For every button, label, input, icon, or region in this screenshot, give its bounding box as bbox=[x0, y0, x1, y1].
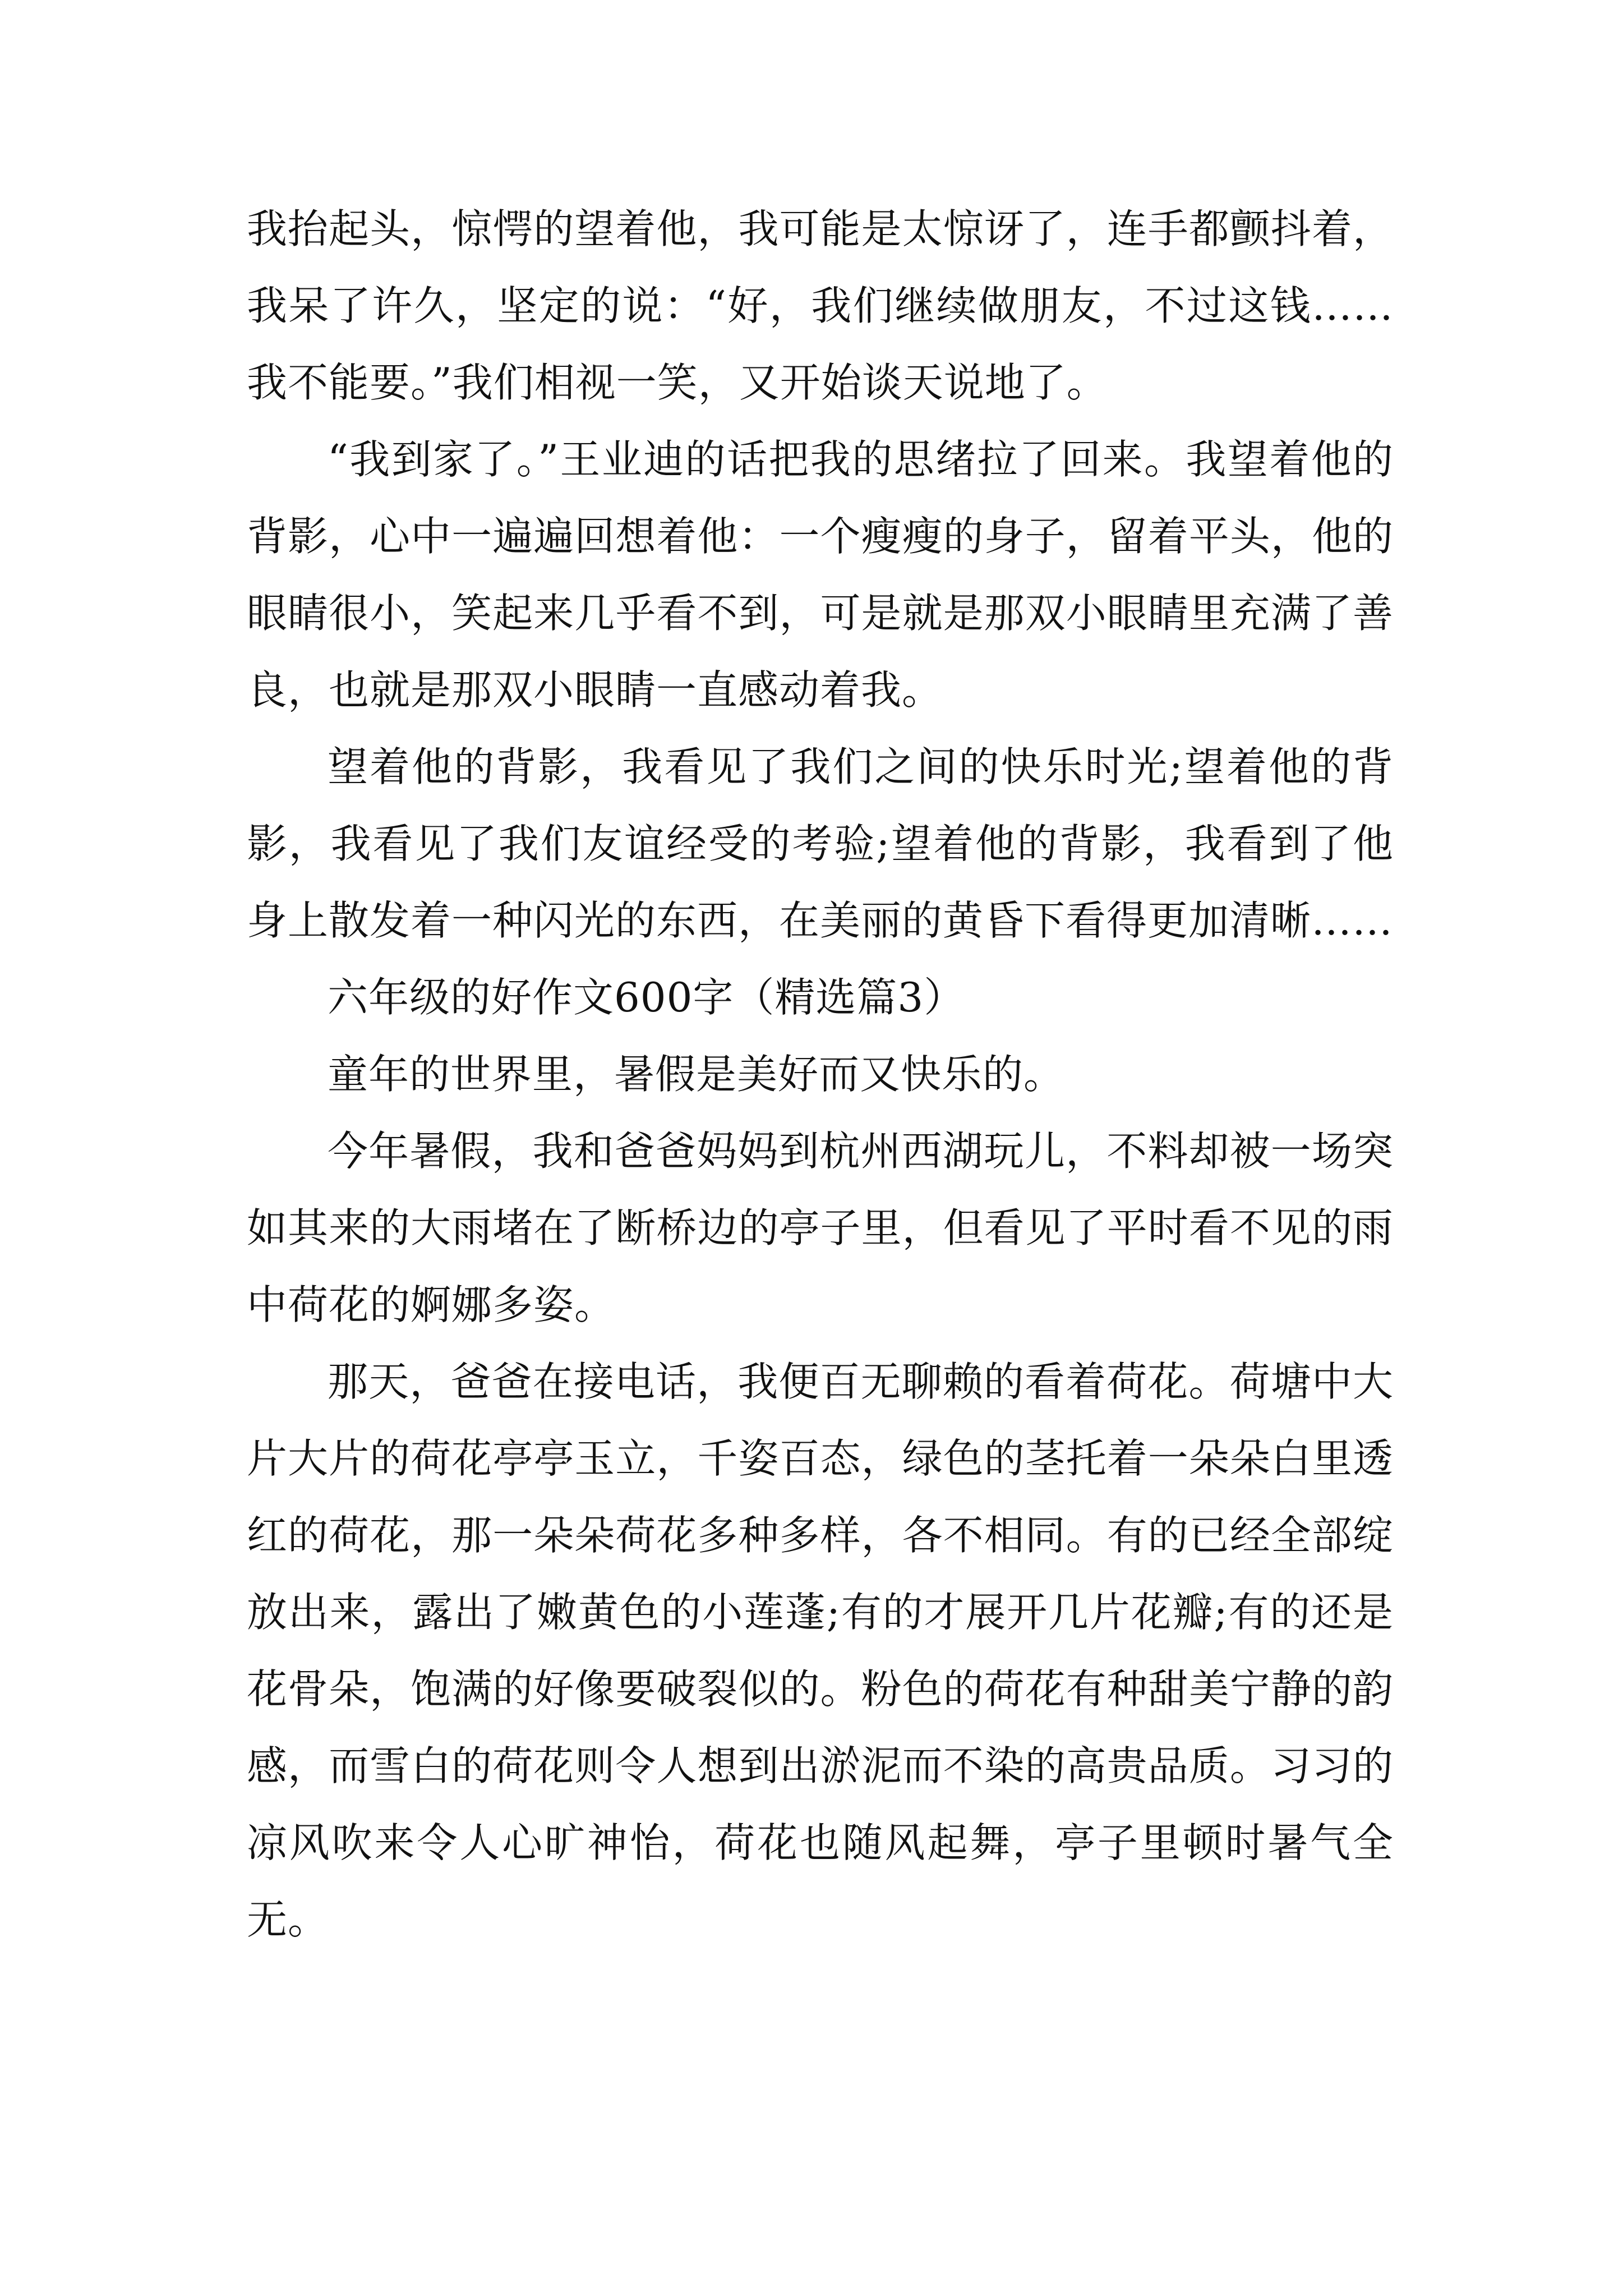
paragraph-5: 今年暑假，我和爸爸妈妈到杭州西湖玩儿，不料却被一场突如其来的大雨堵在了断桥边的亭子里，但看见了平时看不见的雨中荷花的婀娜多姿。 bbox=[247, 1128, 1394, 1328]
section-heading: 六年级的好作文600字（精选篇3） bbox=[328, 974, 965, 1021]
paragraph-3: 望着他的背影，我看见了我们之间的快乐时光;望着他的背影，我看见了我们友谊经受的考验;望着他的背影，我看到了他身上散发着一种闪光的东西，在美丽的黄昏下看得更加清晰…… bbox=[247, 743, 1394, 944]
document-body bbox=[247, 191, 1394, 1958]
paragraph-4: 童年的世界里，暑假是美好而又快乐的。 bbox=[328, 1051, 1065, 1098]
paragraph-1: 我抬起头，惊愕的望着他，我可能是太惊讶了，连手都颤抖着，我呆了许久，坚定的说：“好，我们继续做朋友，不过这钱……我不能要。”我们相视一笑，又开始谈天说地了。 bbox=[247, 205, 1394, 406]
paragraph-2: “我到家了。”王业迪的话把我的思绪拉了回来。我望着他的背影，心中一遍遍回想着他：一个瘦瘦的身子，留着平头，他的眼睛很小，笑起来几乎看不到，可是就是那双小眼睛里充满了善良，也就是那双小眼睛一直感动着我。 bbox=[247, 436, 1394, 714]
paragraph-6: 那天，爸爸在接电话，我便百无聊赖的看着荷花。荷塘中大片大片的荷花亭亭玉立，千姿百态，绿色的茎托着一朵朵白里透红的荷花，那一朵朵荷花多种多样，各不相同。有的已经全部绽放出来，露出了嫩黄色的小莲蓬;有的才展开几片花瓣;有的还是花骨朵，饱满的好像要破裂似的。粉色的荷花有种甜美宁静的韵感，而雪白的荷花则令人想到出淤泥而不染的高贵品质。习习的凉风吹来令人心旷神怡，荷花也随风起舞，亭子里顿时暑气全无。 bbox=[247, 1358, 1394, 1943]
